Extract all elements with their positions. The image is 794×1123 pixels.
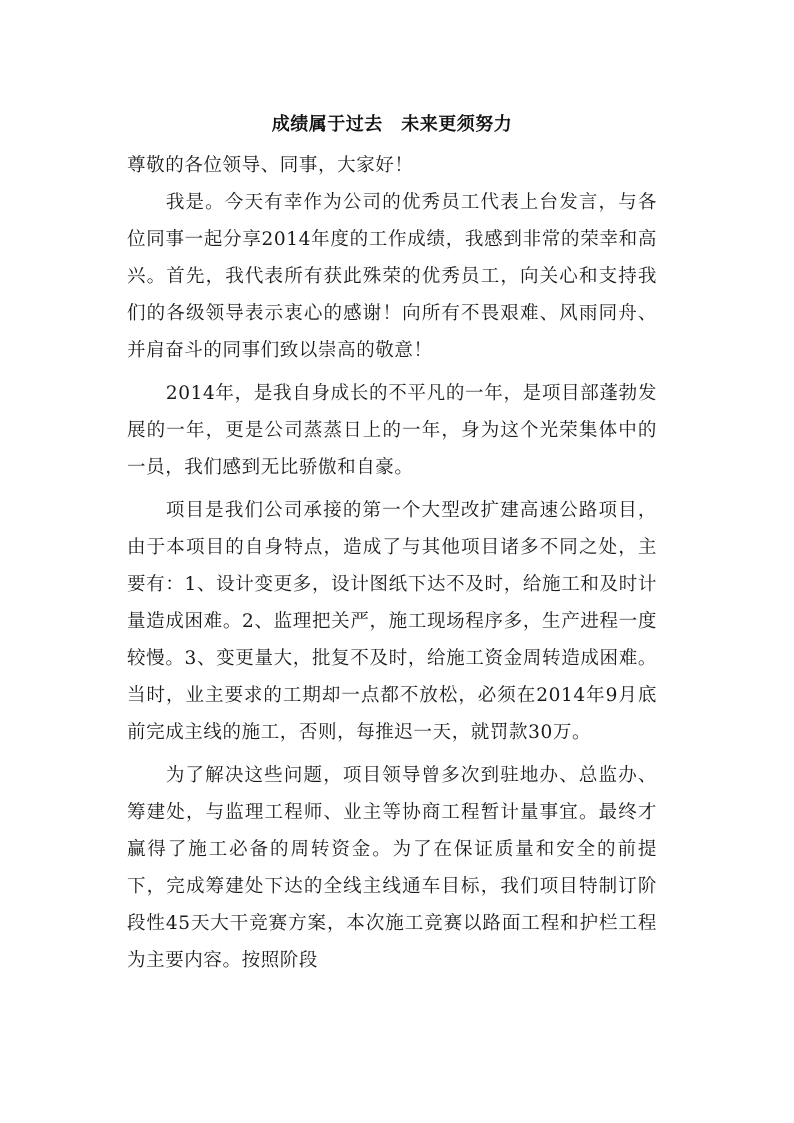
paragraph-intro: 我是。今天有幸作为公司的优秀员工代表上台发言，与各位同事一起分享2014年度的工作成绩，我感到非常的荣幸和高兴。首先，我代表所有获此殊荣的优秀员工，向关心和支持我们的各级领导表示衷心的感谢！向所有不畏艰难、风雨同舟、并肩奋斗的同事们致以崇高的敬意！ (127, 192, 657, 361)
paragraph-year-review: 2014年，是我自身成长的不平凡的一年，是项目部蓬勃发展的一年，更是公司蒸蒸日上的一年，身为这个光荣集体中的一员，我们感到无比骄傲和自豪。 (127, 383, 657, 478)
paragraph-project-challenges: 项目是我们公司承接的第一个大型改扩建高速公路项目，由于本项目的自身特点，造成了与其他项目诸多不同之处，主要有：1、设计变更多，设计图纸下达不及时，给施工和及时计量造成困难。2、监理把关严，施工现场程序多，生产进程一度较慢。3、变更量大，批复不及时，给施工资金周转造成困难。当时，业主要求的工期却一点都不放松，必须在2014年9月底前完成主线的施工，否则，每推迟一天，就罚款30万。 (127, 500, 657, 743)
document-title: 成绩属于过去 未来更须努力 (271, 114, 513, 135)
greeting-line: 尊敬的各位领导、同事，大家好！ (127, 155, 414, 176)
document-page (127, 112, 657, 985)
paragraph-solutions: 为了解决这些问题，项目领导曾多次到驻地办、总监办、筹建处，与监理工程师、业主等协商工程暂计量事宜。最终才赢得了施工必备的周转资金。为了在保证质量和安全的前提下，完成筹建处下达的全线主线通车目标，我们项目特制订阶段性45天大干竞赛方案，本次施工竞赛以路面工程和护栏工程为主要内容。按照阶段 (127, 765, 657, 971)
